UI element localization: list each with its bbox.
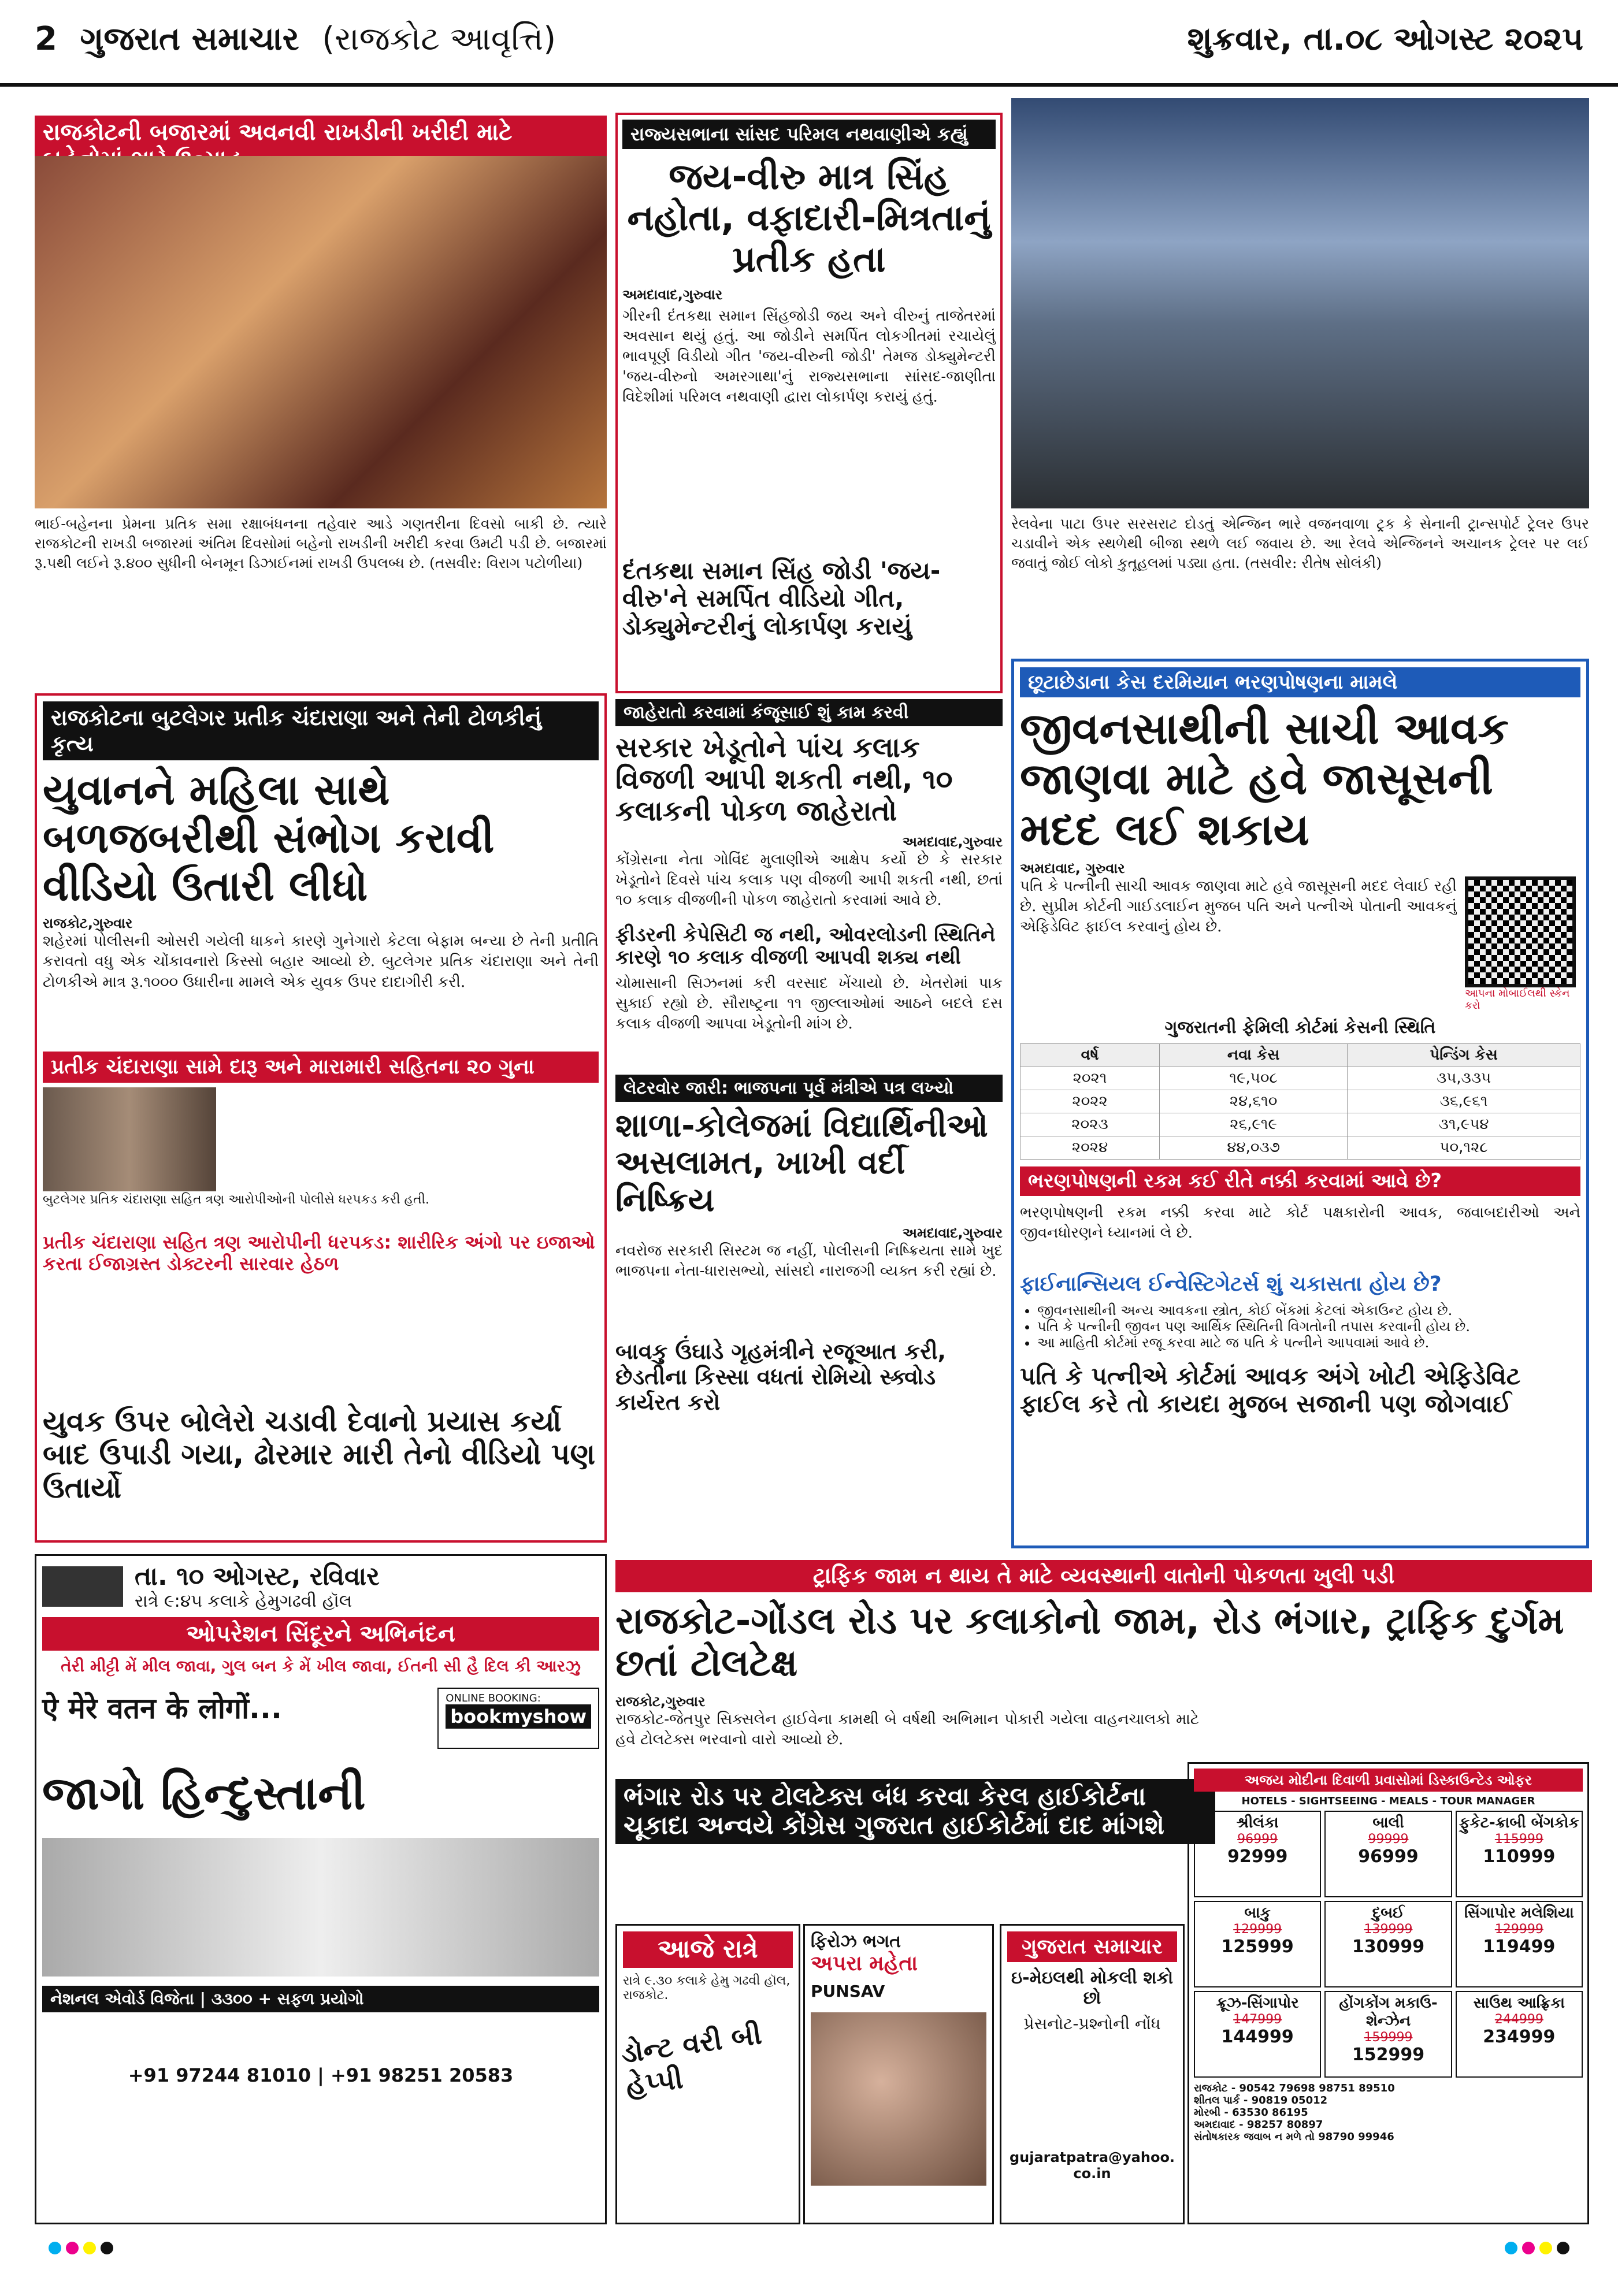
table-row (1020, 1067, 1580, 1090)
gs-sub: પ્રેસનોટ-પ્રશ્નોની નોંધ (1023, 2014, 1161, 2034)
play-time: રાત્રે ૯.૩૦ કલાકે હેમુ ગઢવી હૉલ, રાજકોટ. (623, 1973, 791, 2003)
play-title: આજે રાત્રે (623, 1931, 793, 1968)
travel-tile (1324, 1991, 1452, 2078)
travel-destination: ક્રૂઝ-સિંગાપોર (1216, 1994, 1299, 2012)
traffic-dateline: રાજકોટ,ગુરુવાર (615, 1693, 706, 1710)
actress-name: અપરા મહેતા (811, 1952, 918, 1975)
rakhi-photo (35, 156, 607, 508)
jayveeru-box (615, 113, 1003, 693)
travel-new-price: 96999 (1358, 1847, 1419, 1867)
travel-sub: HOTELS - SIGHTSEEING - MEALS - TOUR MANAGER (1241, 1795, 1535, 1807)
table-cell: ૫૦,૧૨૮ (1348, 1136, 1580, 1160)
travel-old-price: 96999 (1237, 1832, 1278, 1847)
show-title: જાગો હિન્દુસ્તાની (42, 1766, 366, 1820)
travel-old-price: 159999 (1364, 2030, 1413, 2045)
ad-play-cast (803, 1924, 994, 2224)
table-cell: ૨૦૨૨ (1020, 1090, 1160, 1113)
travel-destination: સાઉથ આફ્રિકા (1473, 1994, 1565, 2012)
bootlegger-headline: યુવાનને મહિલા સાથે બળજબરીથી સંભોગ કરાવી વીડિયો ઉતારી લીધો (43, 766, 495, 910)
black-dot (101, 2242, 113, 2254)
masthead (0, 0, 1618, 87)
travel-tile (1194, 1901, 1321, 1987)
travel-old-price: 129999 (1233, 1922, 1282, 1937)
award-line: નેશનલ એવોર્ડ વિજેતા | ૩૩૦૦ + સફળ પ્રયોગો (42, 1986, 599, 2012)
ad-date: તા. ૧૦ ઓગસ્ટ, રવિવાર (135, 1562, 380, 1591)
actor-name: ફિરોઝ ભગત (811, 1931, 901, 1952)
qr-block (1465, 876, 1580, 1012)
travel-contact: અમદાવાદ - 98257 80897 (1194, 2119, 1323, 2131)
bookmyshow-logo: bookmyshow (446, 1704, 591, 1729)
traffic-kicker: ટ્રાફિક જામ ન થાય તે માટે વ્યવસ્થાની વાતોની પોકળતા ખુલી પડી (615, 1560, 1592, 1592)
masthead-date: શુક્રવાર, તા.૦૮ ઓગસ્ટ ૨૦૨૫ (1187, 20, 1583, 58)
power-headline: સરકાર ખેડૂતોને પાંચ કલાક વિજળી આપી શકતી નથી, ૧૦ કલાકની પોકળ જાહેરાતો (615, 731, 953, 828)
tiranga-column (615, 1560, 616, 1561)
table-header: વર્ષ (1020, 1044, 1160, 1067)
qr-caption: આપના મોબાઈલથી સ્કેન કરો (1465, 987, 1570, 1012)
table-row (1020, 1136, 1580, 1160)
travel-new-price: 92999 (1227, 1847, 1288, 1867)
case-table (1020, 1043, 1580, 1160)
masthead-left (35, 20, 556, 58)
travel-destination: દુબઈ (1372, 1904, 1405, 1922)
jayveeru-kicker: રાજ્યસભાના સાંસદ પરિમલ નથવાણીએ કહ્યું (622, 120, 996, 149)
detective-subhead1: ભરણપોષણની રકમ કઈ રીતે નક્કી કરવામાં આવે છે? (1020, 1166, 1580, 1196)
travel-new-price: 119499 (1483, 1937, 1556, 1957)
table-cell: ૩૬,૯૬૧ (1348, 1090, 1580, 1113)
ad-hindi-line: ऐ मेरे वतन के लोगों... (42, 1692, 283, 1725)
travel-tile (1324, 1901, 1452, 1987)
ad-phone: +91 97244 81010 | +91 98251 20583 (128, 2064, 514, 2086)
detective-bottom-head: પતિ કે પત્નીએ કોર્ટમાં આવક અંગે ખોટી એફિડેવિટ ફાઈલ કરે તો કાયદા મુજબ સજાની પણ જોગવાઈ (1020, 1361, 1521, 1418)
magenta-dot (1522, 2242, 1535, 2254)
power-body: કોંગ્રેસના નેતા ગોવિંદ મુલાણીએ આક્ષેપ કર્યો છે કે સરકાર ખેડૂતોને દિવસે પાંચ કલાક પણ વીજળી આપી શકતી નથી, છતાં ૧૦ કલાક વીજળીની પોકળ જાહેરાતો કરવામાં આવે છે. (615, 850, 1003, 909)
travel-old-price: 129999 (1494, 1922, 1543, 1937)
school-story (615, 1075, 1003, 1543)
traffic-subhead: ભંગાર રોડ પર ટોલટેક્સ બંધ કરવા કેરલ હાઈકોર્ટના ચૂકાદા અન્વયે કોંગ્રેસ ગુજરાત હાઈકોર્ટમાં દાદ માંગશે (615, 1779, 1215, 1844)
bootlegger-headline2: યુવક ઉપર બોલેરો ચડાવી દેવાનો પ્રયાસ કર્યા બાદ ઉપાડી ગયા, ઢોરમાર મારી તેનો વીડિયો પણ ઉતાર્યો (43, 1404, 596, 1504)
travel-destination: બાકુ (1244, 1904, 1271, 1922)
ad-time: રાત્રે ૯:૪૫ કલાકે હેમુગઢવી હૉલ (135, 1591, 352, 1611)
table-cell: ૧૯,૫૦૮ (1160, 1067, 1348, 1090)
travel-new-price: 110999 (1483, 1847, 1556, 1867)
travel-new-price: 130999 (1352, 1937, 1425, 1957)
school-body: નવરોજ સરકારી સિસ્ટમ જ નહીં, પોલીસની નિષ્ક્રિયતા સામે ખુદ ભાજપના નેતા-ધારાસભ્યો, સાંસદો નારાજગી વ્યક્ત કરી રહ્યાં છે. (615, 1242, 1003, 1280)
detective-kicker: છૂટાછેડાના કેસ દરમિયાન ભરણપોષણના મામલે (1020, 667, 1580, 697)
traffic-body: રાજકોટ-જેતપુર સિક્સલેન હાઈવેના કામથી બે વર્ષથી અભિમાન પોકારી ગયેલા વાહનચાલકો માટે હવે ટોલટેક્સ ભરવાનો વારો આવ્યો છે. (615, 1710, 1199, 1748)
table-cell: ૨૦૨૧ (1020, 1067, 1160, 1090)
bootlegger-photo (43, 1087, 216, 1191)
travel-tile (1456, 1811, 1583, 1897)
gs-email[interactable]: gujaratpatra@yahoo.co.in (1009, 2149, 1175, 2182)
bootlegger-subhead1: પ્રતીક ચંદારાણા સામે દારૂ અને મારામારી સહિતના ૨૦ ગુના (43, 1052, 599, 1082)
train-caption: રેલવેના પાટા ઉપર સરસરાટ દોડતું એન્જિન ભારે વજનવાળા ટ્રક કે સેનાની ટ્રાન્સપોર્ટ ટ્રેલર ઉપર ચડાવીને એક સ્થળેથી બીજા સ્થળે લઈ જવાય છે. આ રેલવે એન્જિનને અચાનક ટ્રેલર પર લઈ જવાતું જોઈ લોકો કુતૂહલમાં પડ્યા હતા. (તસવીર: રીતેષ સોલંકી) (1011, 515, 1589, 571)
bootlegger-photo-caption: બુટલેગર પ્રતિક ચંદારાણા સહિત ત્રણ આરોપીઓની પોલીસે ધરપકડ કરી હતી. (43, 1192, 429, 1207)
travel-grid (1194, 1811, 1583, 2078)
case-table-title: ગુજરાતની ફેમિલી કોર્ટમાં કેસની સ્થિતિ (1164, 1017, 1436, 1038)
travel-new-price: 152999 (1352, 2045, 1425, 2065)
school-subhead: બાવકુ ઉંઘાડે ગૃહમંત્રીને રજૂઆત કરી, છેડતીના કિસ્સા વધતાં રોમિયો સ્ક્વોડ કાર્યરત કરો (615, 1339, 946, 1415)
paper-name: ગુજરાત સમાચાર (80, 20, 299, 58)
travel-contact: સંતોષકારક જવાબ ન મળે તો 98790 99946 (1194, 2131, 1394, 2143)
travel-old-price: 147999 (1233, 2012, 1282, 2027)
tiranga-story (615, 1560, 621, 1566)
jayveeru-body: ગીરની દંતકથા સમાન સિંહજોડી જય અને વીરુનું તાજેતરમાં અવસાન થયું હતું. આ જોડીને સમર્પિત લોકગીતમાં રચાયેલું ભાવપૂર્ણ વિડીયો ગીત 'જય-વીરુની જોડી' તેમજ ડોક્યુમેન્ટરી 'જય-વીરુનો અમરગાથા'નું રાજ્યસભાના સાંસદ-જાણીતા વિદેશીમાં પરિમલ નથવાણી દ્વારા લોકાર્પણ કરાયું હતું. (622, 307, 996, 406)
travel-old-price: 99999 (1368, 1832, 1409, 1847)
show-portraits (42, 1838, 599, 1977)
detective-subhead2: ફાઈનાન્સિયલ ઈન્વેસ્ટિગેટર્સ શું ચકાસતા હોય છે? (1020, 1272, 1442, 1296)
traffic-headline: રાજકોટ-ગોંડલ રોડ પર કલાકોનો જામ, રોડ ભંગાર, ટ્રાફિક દુર્ગમ છતાં ટોલટેક્ષ (615, 1599, 1564, 1685)
table-row (1020, 1090, 1580, 1113)
cyan-dot (49, 2242, 61, 2254)
school-headline: શાળા-કોલેજમાં વિદ્યાર્થિનીઓ અસલામત, ખાખી વર્દી નિષ્ક્રિય (615, 1107, 988, 1219)
travel-old-price: 139999 (1364, 1922, 1413, 1937)
ad-gs (1000, 1924, 1185, 2224)
detective-headline: જીવનસાથીની સાચી આવક જાણવા માટે હવે જાસૂસની મદદ લઈ શકાય (1020, 703, 1509, 855)
travel-contacts (1194, 2082, 1583, 2143)
print-registration-dots (0, 2236, 1618, 2271)
cast-photo (811, 2012, 986, 2186)
ad-play (615, 1924, 800, 2224)
list-item: • જીવનસાથીની અન્ય આવકના સ્ત્રોત, કોઈ બેંકમાં કેટલાં એકાઉન્ટ હોય છે. (1037, 1302, 1580, 1318)
power-kicker: જાહેરાતો કરવામાં કંજૂસાઈ શું કામ કરવી (615, 699, 1003, 726)
travel-tile (1194, 1991, 1321, 2078)
gs-brand: ગુજરાત સમાચાર (1007, 1931, 1177, 1962)
punsav-logo: PUNSAV (811, 1982, 885, 2001)
bootlegger-body: શહેરમાં પોલીસની ઓસરી ગયેલી ધાકને કારણે ગુનેગારો કેટલા બેફામ બન્યા છે તેની પ્રતીતિ કરાવતો વધુ એક ચોંકાવનારો કિસ્સો બહાર આવ્યો છે. બુટલેગર પ્રતિક ચંદારાણા અને તેની ટોળકીએ માત્ર રૂ.૧૦૦૦ ઉધારીના મામલે એક યુવક ઉપર દાદાગીરી કરી. (43, 932, 599, 991)
booking-label: ONLINE BOOKING: (446, 1692, 541, 1704)
power-body2: ચોમાસાની સિઝનમાં કરી વરસાદ ખેંચાયો છે. ખેતરોમાં પાક સુકાઈ રહ્યો છે. સૌરાષ્ટ્રના ૧૧ જીલ્લાઓમાં આઠને બદલે દસ કલાક વીજળી આપવા ખેડૂતોની માંગ છે. (615, 974, 1003, 1032)
table-row (1020, 1113, 1580, 1136)
bootlegger-dateline: રાજકોટ,ગુરુવાર (43, 915, 133, 932)
travel-destination: ફુકેટ-ક્રાબી બેંગકોક (1459, 1814, 1579, 1831)
travel-tile (1456, 1901, 1583, 1987)
train-photo (1011, 98, 1589, 508)
yellow-dot (1539, 2242, 1552, 2254)
investigator-list (1020, 1302, 1580, 1351)
bootlegger-kicker: રાજકોટના બુટલેગર પ્રતીક ચંદારાણા અને તેની ટોળકીનું કૃત્ય (43, 701, 599, 760)
power-dateline: અમદાવાદ,ગુરુવાર (902, 833, 1003, 850)
cyan-dot (1505, 2242, 1517, 2254)
travel-tile (1194, 1811, 1321, 1897)
artindia-logo (42, 1566, 123, 1607)
table-header: પેન્ડિંગ કેસ (1348, 1044, 1580, 1067)
travel-old-price: 115999 (1494, 1832, 1543, 1847)
table-cell: ૨૦૨૩ (1020, 1113, 1160, 1136)
jayveeru-dateline: અમદાવાદ,ગુરુવાર (622, 286, 723, 303)
list-item: • પતિ કે પત્નીની જીવન પણ આર્થિક સ્થિતિની વિગતોની તપાસ કરવાની હોય છે. (1037, 1318, 1580, 1335)
table-cell: ૩૧,૯૫૪ (1348, 1113, 1580, 1136)
magenta-dot (66, 2242, 79, 2254)
jayveeru-headline: જય-વીરુ માત્ર સિંહ નહોતા, વફાદારી-મિત્રતાનું પ્રતીક હતા (627, 155, 991, 280)
yellow-dot (83, 2242, 96, 2254)
travel-destination: હોંગકોંગ મકાઉ-શેન્ઝેન (1339, 1994, 1438, 2030)
table-cell: ૨૬,૯૧૯ (1160, 1113, 1348, 1136)
school-dateline: અમદાવાદ,ગુરુવાર (902, 1225, 1003, 1242)
travel-destination: સિંગાપોર મલેશિયા (1464, 1904, 1574, 1922)
travel-tile (1324, 1811, 1452, 1897)
detective-body: પતિ કે પત્નીની સાચી આવક જાણવા માટે હવે જાસૂસની મદદ લેવાઈ રહી છે. સુપ્રીમ કોર્ટની ગાઈડલાઈન મુજબ પતિ અને પત્નીએ પોતાની આવકનું એફિડેવિટ ફાઈલ કરવાનું હોય છે. (1020, 878, 1457, 936)
travel-destination: બાલી (1372, 1814, 1404, 1831)
list-item: • આ માહિતી કોર્ટમાં રજૂ કરવા માટે જ પતિ કે પત્નીને આપવામાં આવે છે. (1037, 1335, 1580, 1351)
detective-box (1011, 659, 1589, 1548)
booking-block[interactable] (437, 1688, 599, 1749)
detective-dateline: અમદાવાદ, ગુરુવાર (1020, 860, 1125, 877)
play-name: ડોન્ટ વરી બી હેપ્પી (619, 2018, 764, 2102)
table-cell: ૪૪,૦૩૭ (1160, 1136, 1348, 1160)
jayveeru-subhead: દંતકથા સમાન સિંહ જોડી 'જય-વીરુ'ને સમર્પિત વીડિયો ગીત, ડોક્યુમેન્ટરીનું લોકાર્પણ કરાયું (622, 556, 941, 641)
travel-old-price: 244999 (1494, 2012, 1543, 2027)
travel-header: અજય મોદીના દિવાળી પ્રવાસોમાં ડિસ્કાઉન્ટેડ ઓફર (1194, 1769, 1583, 1792)
table-header: નવા કેસ (1160, 1044, 1348, 1067)
table-cell: ૨૪,૬૧૦ (1160, 1090, 1348, 1113)
black-dot (1557, 2242, 1569, 2254)
bootlegger-subhead2: પ્રતીક ચંદારાણા સહિત ત્રણ આરોપીની ધરપકડ: શારીરિક અંગો પર ઇજાઓ કરતા ઈજાગ્રસ્ત ડોક્ટરની સારવાર હેઠળ (43, 1231, 595, 1275)
travel-tile (1456, 1991, 1583, 2078)
table-cell: ૨૦૨૪ (1020, 1136, 1160, 1160)
travel-contact: મોરબી - 63530 86195 (1194, 2106, 1308, 2119)
gs-title: ઇ-મેઇલથી મોકલી શકો છો (1011, 1968, 1174, 2009)
ad-tagline: તેરી મીટ્ટી મેં મીલ જાવા, ગુલ બન કે મેં ખીલ જાવા, ઈતની સી હૈ દિલ કી આરઝુ (61, 1656, 581, 1675)
travel-new-price: 234999 (1483, 2027, 1556, 2047)
travel-new-price: 144999 (1221, 2027, 1294, 2047)
ad-title: ઓપરેશન સિંદૂરને અભિનંદન (42, 1617, 599, 1651)
travel-contact: શીતલ પાર્ક - 90819 05012 (1194, 2094, 1328, 2106)
table-cell: ૩૫,૩૩૫ (1348, 1067, 1580, 1090)
power-subhead: ફીડરની કેપેસિટી જ નથી, ઓવરલોડની સ્થિતિને કારણે ૧૦ કલાક વીજળી આપવી શક્ય નથી (615, 923, 996, 969)
travel-destination: શ્રીલંકા (1236, 1814, 1279, 1831)
edition: (રાજકોટ આવૃત્તિ) (322, 20, 556, 58)
ad-sindoor (35, 1554, 607, 2224)
ad-travel (1187, 1762, 1589, 2224)
qr-code-icon[interactable] (1465, 876, 1576, 987)
bootlegger-box (35, 693, 607, 1543)
rakhi-headline: રાજકોટની બજારમાં અવનવી રાખડીની ખરીદી માટે (35, 116, 607, 176)
tiranga-box (615, 1918, 789, 1924)
school-kicker: લેટરવોર જારી: ભાજપના પૂર્વ મંત્રીએ પત્ર લખ્યો (615, 1075, 1003, 1102)
travel-contact: રાજકોટ - 90542 79698 98751 89510 (1194, 2082, 1395, 2094)
travel-new-price: 125999 (1221, 1937, 1294, 1957)
detective-body2: ભરણપોષણની રકમ નક્કી કરવા માટે કોર્ટ પક્ષકારોની આવક, જવાબદારીઓ અને જીવનધોરણને ધ્યાનમાં લે છે. (1020, 1204, 1580, 1242)
rakhi-caption: ભાઈ-બહેનના પ્રેમના પ્રતિક સમા રક્ષાબંધનના તહેવાર આડે ગણતરીના દિવસો બાકી છે. ત્યારે રાજકોટની રાખડી બજારમાં અંતિમ દિવસોમાં બહેનો રાખડીની ખરીદી કરવા ઉમટી પડી છે. બજારમાં રૂ.૫થી લઈને રૂ.૪૦૦ સુધીની બેનમૂન ડિઝાઈનમાં રાખડી ઉપલબ્ધ છે. (તસવીર: વિરાગ પટોળીયા) (35, 515, 607, 571)
power-story (615, 699, 1003, 1069)
page-number: 2 (35, 20, 57, 58)
